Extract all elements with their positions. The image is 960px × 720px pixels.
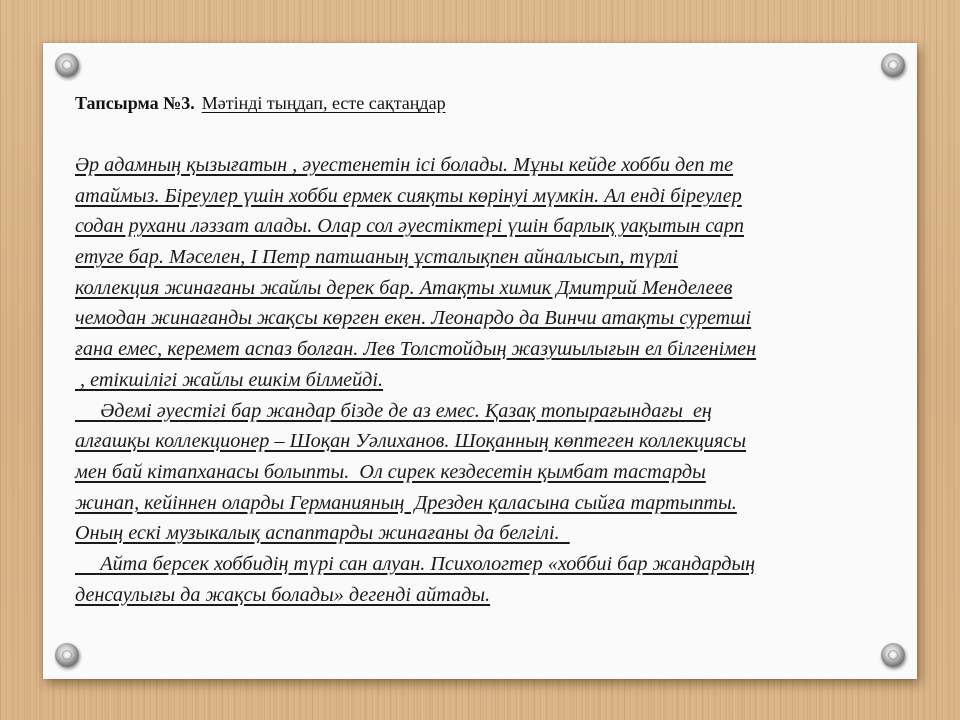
pushpin-icon	[881, 53, 905, 77]
text-line: содан рухани ләззат алады. Олар сол әуестіктері үшін барлық уақытын сарп	[75, 215, 745, 238]
pushpin-icon	[55, 53, 79, 77]
text-line: Әдемі әуестігі бар жандар бізде де аз емес. Қазақ топырағындағы ең	[75, 399, 712, 422]
text-line: , етікшілігі жайлы ешкім білмейді.	[75, 368, 384, 391]
text-line: атаймыз. Біреулер үшін хобби ермек сияқты көрінуі мүмкін. Ал енді біреулер	[75, 184, 742, 207]
pushpin-icon	[55, 643, 79, 667]
text-line: денсаулығы да жақсы болады» дегенді айтады.	[75, 583, 491, 606]
text-line: Оның ескі музыкалық аспаптарды жинағаны да белгілі.	[75, 522, 570, 545]
task-instruction: Мәтінді тыңдап, есте сақтаңдар	[201, 93, 446, 113]
pushpin-icon	[881, 643, 905, 667]
text-line: Әр адамның қызығатын , әуестенетін ісі болады. Мұны кейде хобби деп те	[75, 154, 734, 176]
slide-card	[43, 43, 917, 679]
text-line: мен бай кітапханасы болыпты. Ол сирек кездесетін қымбат тастарды	[75, 460, 706, 483]
text-line: коллекция жинағаны жайлы дерек бар. Атақты химик Дмитрий Менделеев	[75, 276, 733, 299]
text-line: чемодан жинағанды жақсы көрген екен. Леонардо да Винчи атақты суретші	[75, 307, 752, 330]
text-line: алғашқы коллекционер – Шоқан Уәлиханов. Шоқанның көптеген коллекциясы	[75, 430, 747, 453]
text-line: етуге бар. Мәселен, І Петр патшаның ұсталықпен айналысып, түрлі	[75, 246, 678, 269]
reading-text	[75, 150, 905, 610]
text-line: Айта берсек хоббидің түрі сан алуан. Психологтер «хоббиі бар жандардың	[75, 552, 756, 575]
text-line: ғана емес, керемет аспаз болған. Лев Толстойдың жазушылығын ел білгенімен	[75, 338, 757, 361]
task-number-label: Тапсырма №3.	[75, 93, 195, 113]
text-line: жинап, кейіннен оларды Германияның Дрезден қаласына сыйға тартыпты.	[75, 491, 737, 514]
task-heading	[75, 93, 446, 114]
